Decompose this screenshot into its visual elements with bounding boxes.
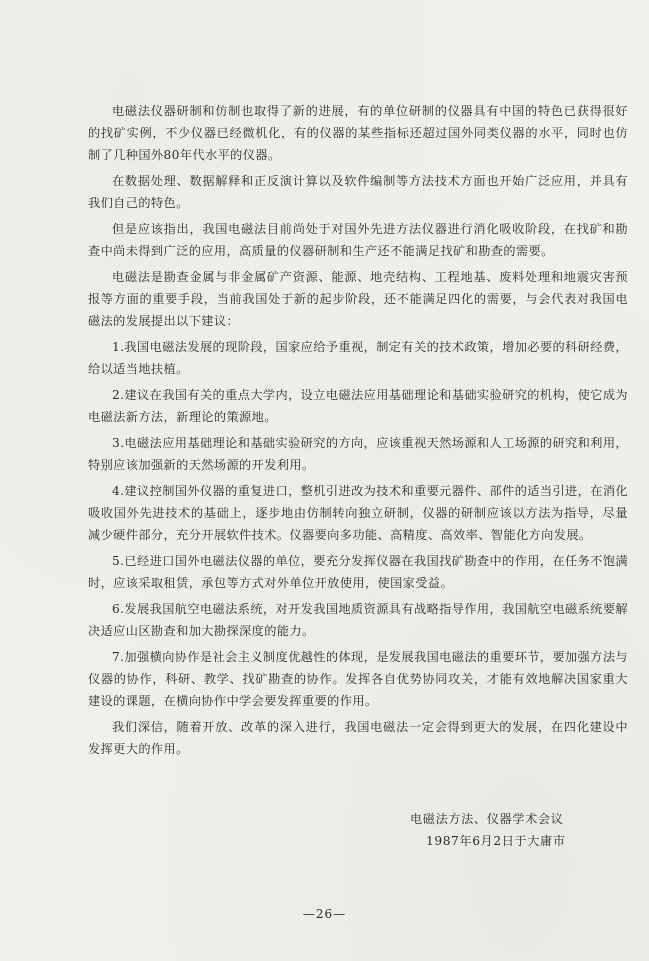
recommendation-4: 4.建议控制国外仪器的重复进口，整机引进改为技术和重要元器件、部件的适当引进，在消化吸收国外先进技术的基础上，逐步地由仿制转向独立研制，仪器的研制应该以方法为指导，尽量减少硬件部分，充分开展软件技术。仪器要向多功能、高精度、高效率、智能化方向发展。: [88, 484, 628, 542]
page-number: —26—: [302, 907, 347, 921]
paragraph-current-stage: 但是应该指出，我国电磁法目前尚处于对国外先进方法仪器进行消化吸收阶段，在找矿和勘查中尚未得到广泛的应用，高质量的仪器研制和生产还不能满足找矿和勘查的需要。: [88, 222, 628, 258]
recommendation-6: 6.发展我国航空电磁法系统，对开发我国地质资源具有战略指导作用，我国航空电磁系统要解决适应山区勘查和加大勘探深度的能力。: [88, 602, 628, 638]
recommendation-3: 3.电磁法应用基础理论和基础实验研究的方向，应该重视天然场源和人工场源的研究和利用，特别应该加强新的天然场源的开发利用。: [88, 436, 628, 472]
signature-block: [410, 808, 566, 852]
recommendation-1: 1.我国电磁法发展的现阶段，国家应给予重视，制定有关的技术政策，增加必要的科研经费，给以适当地扶植。: [88, 340, 628, 376]
recommendation-5: 5.已经进口国外电磁法仪器的单位，要充分发挥仪器在我国找矿勘查中的作用，在任务不饱满时，应该采取租赁，承包等方式对外单位开放使用，使国家受益。: [88, 554, 628, 590]
paragraph-data-processing: 在数据处理、数据解释和正反演计算以及软件编制等方法技术方面也开始广泛应用，并具有我们自己的特色。: [88, 174, 628, 210]
body-text: [88, 100, 628, 760]
signature-date: 1987年6月2日于大庸市: [426, 834, 566, 848]
recommendation-2: 2.建议在我国有关的重点大学内，设立电磁法应用基础理论和基础实验研究的机构，使它成为电磁法新方法，新理论的策源地。: [88, 388, 628, 424]
signature-organization: 电磁法方法、仪器学术会议: [410, 812, 564, 826]
paragraph-importance: 电磁法是勘查金属与非金属矿产资源、能源、地壳结构、工程地基、废料处理和地震灾害预报等方面的重要手段，当前我国处于新的起步阶段，还不能满足四化的需要，与会代表对我国电磁法的发展提出以下建议：: [88, 270, 628, 328]
recommendation-7: 7.加强横向协作是社会主义制度优越性的体现，是发展我国电磁法的重要环节，要加强方法与仪器的协作，科研、教学、找矿勘查的协作。发挥各自优势协同攻关，才能有效地解决国家重大建设的课题，在横向协作中学会要发挥重要的作用。: [88, 650, 628, 708]
paragraph-conclusion: 我们深信，随着开放、改革的深入进行，我国电磁法一定会得到更大的发展，在四化建设中发挥更大的作用。: [88, 720, 628, 756]
paragraph-instruments: 电磁法仪器研制和仿制也取得了新的进展，有的单位研制的仪器具有中国的特色已获得很好的找矿实例，不少仪器已经微机化，有的仪器的某些指标还超过国外同类仪器的水平，同时也仿制了几种国外80年代水平的仪器。: [88, 104, 628, 162]
